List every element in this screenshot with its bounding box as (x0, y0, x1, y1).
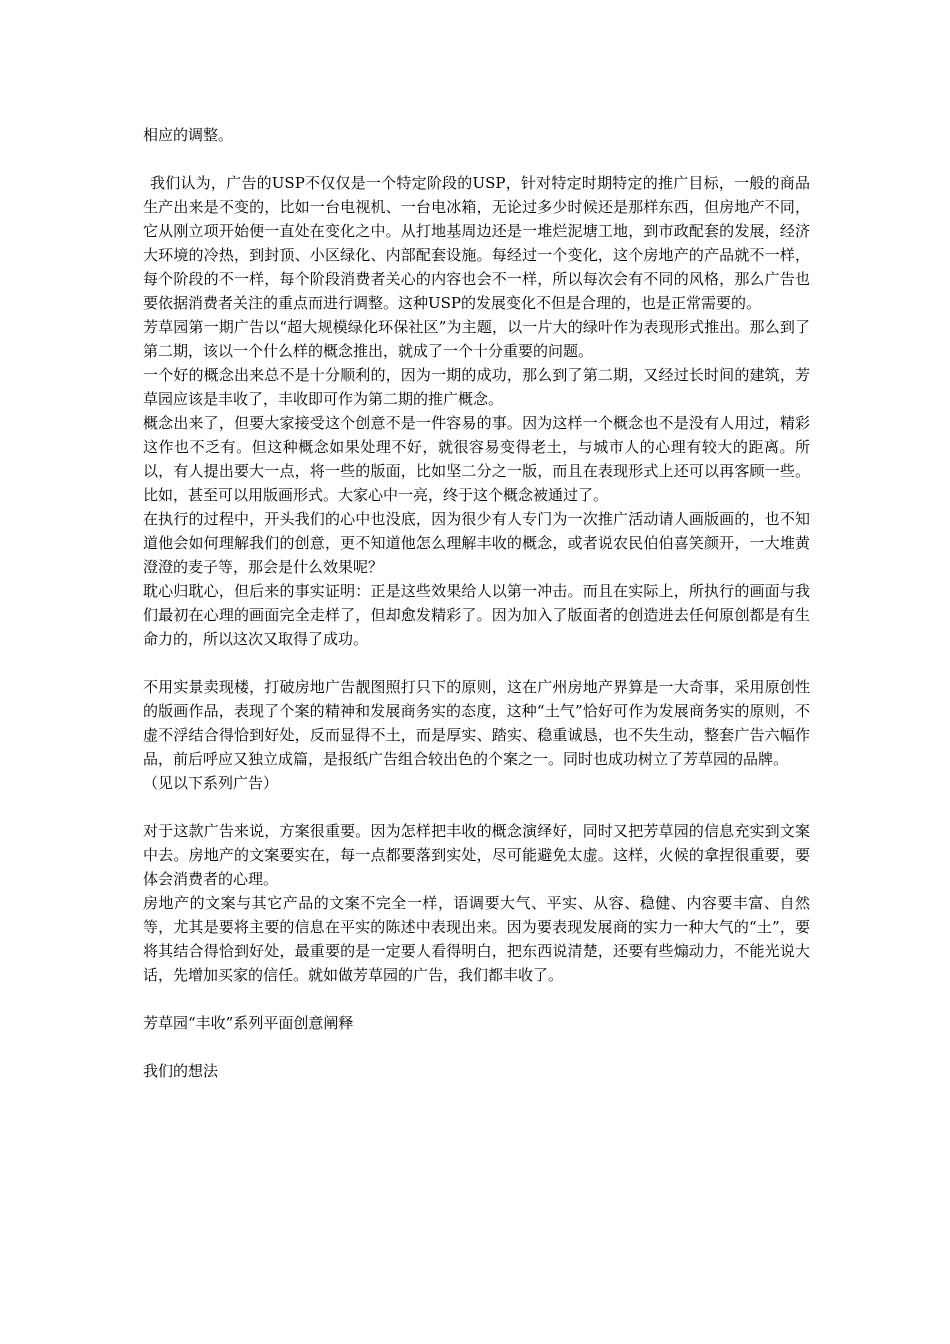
paragraph-1: 相应的调整。 (143, 126, 234, 144)
paragraph-gap (143, 651, 810, 675)
paragraph-gap (143, 987, 810, 1011)
paragraph-10: 对于这款广告来说，方案很重要。因为怎样把丰收的概念演绎好，同时又把芳草园的信息充实到文案中去。房地产的文案要实在，每一点都要落到实处，尽可能避免太虚。这样，火候的拿捏很重要，要体会消费者的心理。 (143, 822, 810, 888)
paragraph-7: 耽心归耽心，但后来的事实证明：正是这些效果给人以第一冲击。而且在实际上，所执行的画面与我们最初在心理的画面完全走样了，但却愈发精彩了。因为加入了版面者的创造进去任何原创都是有生命力的，所以这次又取得了成功。 (143, 582, 810, 648)
section-title: 芳草园“丰收”系列平面创意阐释 (143, 1014, 354, 1032)
paragraph-gap (143, 795, 810, 819)
paragraph-gap (143, 147, 810, 171)
paragraph-9: （见以下系列广告） (143, 774, 279, 792)
paragraph-6: 在执行的过程中，开头我们的心中也没底，因为很少有人专门为一次推广活动请人画版画的，也不知道他会如何理解我们的创意，更不知道他怎么理解丰收的概念，或者说农民伯伯喜笑颜开，一大堆黄澄澄的麦子等，那会是什么效果呢？ (143, 510, 810, 576)
paragraph-3: 芳草园第一期广告以“超大规模绿化环保社区”为主题，以一片大的绿叶作为表现形式推出。那么到了第二期，该以一个什么样的概念推出，就成了一个十分重要的问题。 (143, 318, 810, 360)
paragraph-5: 概念出来了，但要大家接受这个创意不是一件容易的事。因为这样一个概念也不是没有人用过，精彩这作也不乏有。但这种概念如果处理不好，就很容易变得老土，与城市人的心理有较大的距离。所以，有人提出要大一点，将一些的版面，比如坚二分之一版，而且在表现形式上还可以再客顾一些。比如，甚至可以用版画形式。大家心中一亮，终于这个概念被通过了。 (143, 414, 810, 504)
paragraph-4: 一个好的概念出来总不是十分顺利的，因为一期的成功，那么到了第二期，又经过长时间的建筑，芳草园应该是丰收了，丰收即可作为第二期的推广概念。 (143, 366, 810, 408)
paragraph-gap (143, 1035, 810, 1059)
document-body (143, 123, 810, 1083)
paragraph-8: 不用实景卖现楼，打破房地广告靓图照打只下的原则，这在广州房地产界算是一大奇事，采用原创性的版画作品，表现了个案的精神和发展商务实的态度，这种“土气”恰好可作为发展商务实的原则，不虚不浮结合得恰到好处，反而显得不土，而是厚实、踏实、稳重诚恳，也不失生动，整套广告六幅作品，前后呼应又独立成篇，是报纸广告组合较出色的个案之一。同时也成功树立了芳草园的品牌。 (143, 678, 810, 768)
paragraph-2: 我们认为，广告的USP不仅仅是一个特定阶段的USP，针对特定时期特定的推广目标，一般的商品生产出来是不变的，比如一台电视机、一台电冰箱，无论过多少时候还是那样东西，但房地产不同，它从刚立项开始便一直处在变化之中。从打地基周边还是一堆烂泥塘工地，到市政配套的发展，经济大环境的冷热，到封顶、小区绿化、内部配套设施。每经过一个变化，这个房地产的产品就不一样，每个阶段的不一样，每个阶段消费者关心的内容也会不一样，所以每次会有不同的风格，那么广告也要依据消费者关注的重点而进行调整。这种USP的发展变化不但是合理的，也是正常需要的。 (143, 174, 810, 312)
paragraph-11: 房地产的文案与其它产品的文案不完全一样，语调要大气、平实、从容、稳健、内容要丰富、自然等，尤其是要将主要的信息在平实的陈述中表现出来。因为要表现发展商的实力一种大气的“土”，要将其结合得恰到好处，最重要的是一定要人看得明白，把东西说清楚，还要有些煽动力，不能光说大话，先增加买家的信任。就如做芳草园的广告，我们都丰收了。 (143, 894, 810, 984)
subsection-title: 我们的想法 (143, 1062, 219, 1080)
